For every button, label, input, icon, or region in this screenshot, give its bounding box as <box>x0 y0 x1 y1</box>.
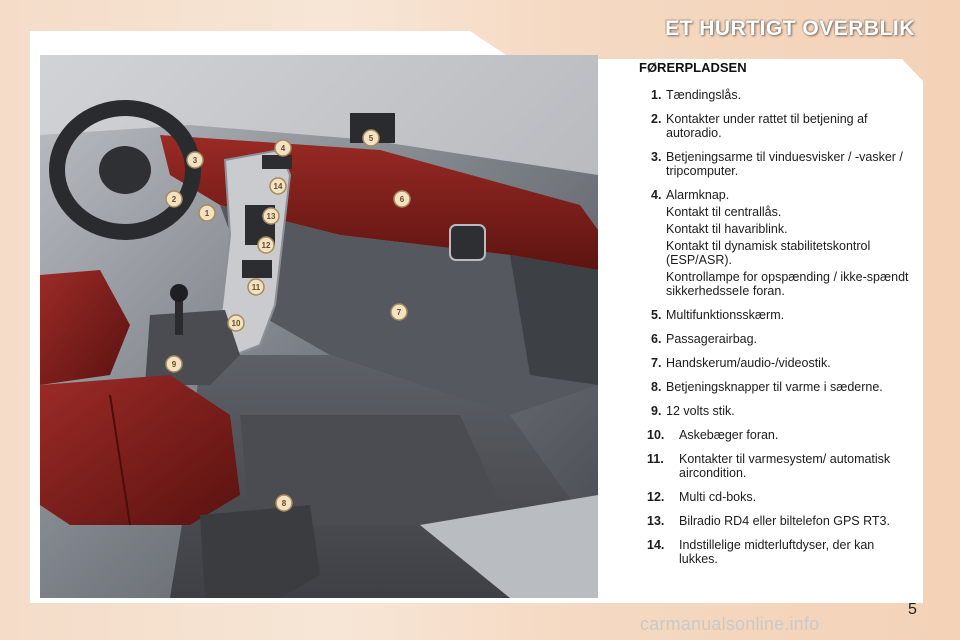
item-text: Multifunktionsskærm. <box>666 308 785 322</box>
callout-label: 1 <box>204 209 210 218</box>
item-number: 10. <box>647 428 665 442</box>
item-number: 11. <box>647 452 664 466</box>
list-item <box>633 514 913 528</box>
dashboard-illustration <box>40 55 598 598</box>
callout-label: 11 <box>251 283 261 292</box>
callout-label: 5 <box>368 134 374 143</box>
callout-label: 8 <box>281 499 287 508</box>
item-number: 13. <box>647 514 665 528</box>
item-text: Kontakt til havariblink. <box>666 222 788 236</box>
callout-label: 2 <box>171 195 177 204</box>
item-number: 8. <box>651 380 662 394</box>
callout-2 <box>166 191 182 207</box>
callout-6 <box>394 191 410 207</box>
page-number: 5 <box>908 601 917 618</box>
callout-3 <box>187 152 203 168</box>
item-text: Betjeningsarme til vinduesvisker / -vasker / tripcomputer. <box>666 150 903 178</box>
item-text: Passagerairbag. <box>666 332 758 346</box>
legend-list <box>633 60 913 576</box>
watermark-text: carmanualsonline.info <box>640 614 820 634</box>
item-text: Kontrollampe for opspænding / ikke-spændt sikkerhedsseIe foran. <box>666 270 909 298</box>
item-number: 7. <box>651 356 662 370</box>
callout-label: 10 <box>231 319 241 328</box>
callout-label: 14 <box>273 182 283 191</box>
callout-12 <box>258 237 274 253</box>
item-text: Tændingslås. <box>666 88 742 102</box>
callout-5 <box>363 130 379 146</box>
callout-11 <box>248 279 264 295</box>
callout-4 <box>275 140 291 156</box>
callout-label: 9 <box>171 360 177 369</box>
callout-10 <box>228 315 244 331</box>
list-item <box>633 112 913 140</box>
item-text: Bilradio RD4 eller biltelefon GPS RT3. <box>679 514 890 528</box>
item-text: Multi cd-boks. <box>679 490 757 504</box>
item-text: Handskerum/audio-/videostik. <box>666 356 831 370</box>
list-item <box>633 150 913 178</box>
list-item <box>633 188 913 298</box>
callout-9 <box>166 356 182 372</box>
list-item <box>633 332 913 346</box>
item-text: Betjeningsknapper til varme i sæderne. <box>666 380 883 394</box>
callout-label: 3 <box>192 156 198 165</box>
item-number: 3. <box>651 150 662 164</box>
callout-1 <box>199 205 215 221</box>
item-number: 5. <box>651 308 662 322</box>
callout-label: 7 <box>396 308 402 317</box>
item-text: Askebæger foran. <box>679 428 779 442</box>
callout-14 <box>270 178 286 194</box>
item-number: 1. <box>651 88 662 102</box>
item-text: Kontakter til varmesystem/ automatisk aircondition. <box>679 452 891 480</box>
item-number: 9. <box>651 404 662 418</box>
list-item <box>633 428 913 442</box>
item-number: 12. <box>647 490 665 504</box>
list-item <box>633 490 913 504</box>
list-item <box>633 404 913 418</box>
item-text: Kontakt til centrallås. <box>666 205 782 219</box>
item-text: Kontakt til dynamisk stabilitetskontrol (ESP/ASR). <box>666 239 871 267</box>
list-item <box>633 380 913 394</box>
list-item <box>633 308 913 322</box>
section-heading: FØRERPLADSEN <box>639 60 747 75</box>
callout-label: 12 <box>261 241 271 250</box>
page-title: ET HURTIGT OVERBLIK <box>665 17 915 40</box>
callout-label: 13 <box>266 212 276 221</box>
item-text: 12 volts stik. <box>666 404 735 418</box>
list-item <box>633 356 913 370</box>
callout-label: 6 <box>399 195 405 204</box>
callout-label: 4 <box>280 144 286 153</box>
item-number: 4. <box>651 188 662 202</box>
item-number: 6. <box>651 332 662 346</box>
list-item <box>633 88 913 102</box>
callout-8 <box>276 495 292 511</box>
dashboard-photo <box>40 55 598 598</box>
callout-13 <box>263 208 279 224</box>
list-item <box>633 452 913 480</box>
callout-7 <box>391 304 407 320</box>
item-text: Alarmknap. <box>666 188 730 202</box>
item-number: 14. <box>647 538 665 552</box>
list-item <box>633 538 913 566</box>
item-text: Kontakter under rattet til betjening af autoradio. <box>666 112 868 140</box>
item-number: 2. <box>651 112 662 126</box>
item-text: Indstillelige midterluftdyser, der kan lukkes. <box>679 538 875 566</box>
